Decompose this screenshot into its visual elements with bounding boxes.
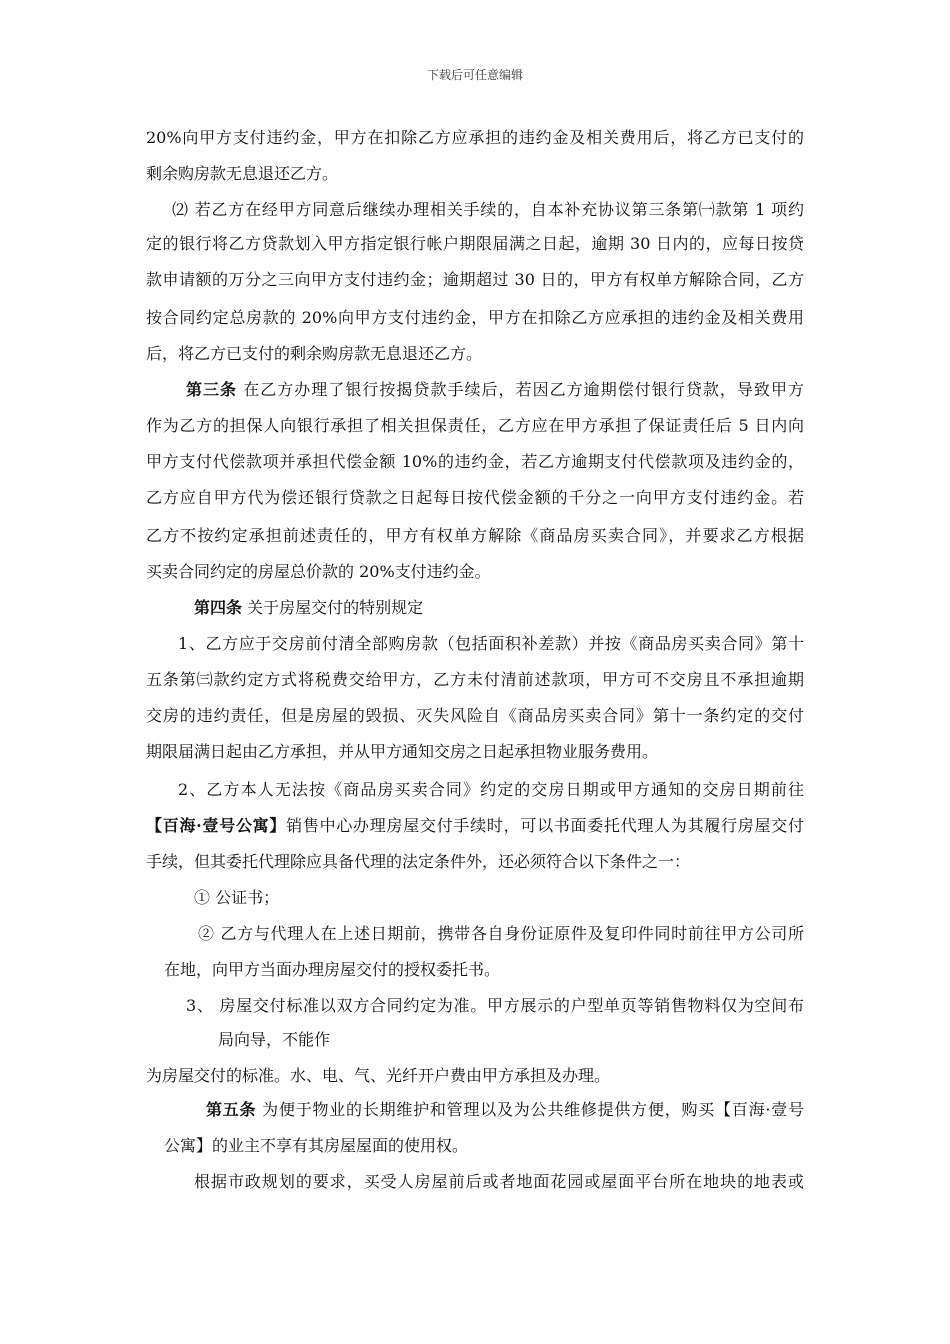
text-line: 买卖合同约定的房屋总价款的 20%支付违约金。	[146, 562, 491, 581]
text-line: 1、乙方应于交房前付清全部购房款（包括面积补差款）并按《商品房买卖合同》第十	[178, 634, 804, 653]
project-name: 【百海·壹号公寓】	[146, 816, 287, 835]
article-5-heading: 第五条	[206, 1100, 257, 1119]
text-line: 款申请额的万分之三向甲方支付违约金；逾期超过 30 日的，甲方有权单方解除合同，乙方	[146, 270, 804, 289]
text-line: 后，将乙方已支付的剩余购房款无息退还乙方。	[146, 344, 483, 363]
text-line: 乙方应自甲方代为偿还银行贷款之日起每日按代偿金额的千分之一向甲方支付违约金。若	[146, 488, 804, 507]
text-line: 剩余购房款无息退还乙方。	[146, 164, 339, 183]
list-item: ① 公证书；	[194, 888, 280, 907]
text-line: 按合同约定总房款的 20%向甲方支付违约金，甲方在扣除乙方应承担的违约金及相关费用	[146, 308, 804, 327]
article-5-line: 第五条 为便于物业的长期维护和管理以及为公共维修提供方便，购买【百海·壹号	[206, 1100, 804, 1119]
text-line: 期限届满日起由乙方承担，并从甲方通知交房之日起承担物业服务费用。	[146, 742, 659, 761]
text-line: 交房的违约责任，但是房屋的毁损、灭失风险自《商品房买卖合同》第十一条约定的交付	[146, 706, 804, 725]
text-line: 定的银行将乙方贷款划入甲方指定银行帐户期限届满之日起，逾期 30 日内的，应每日按贷	[146, 234, 804, 253]
text-line: 乙方不按约定承担前述责任的，甲方有权单方解除《商品房买卖合同》，并要求乙方根据	[146, 526, 804, 545]
text-line: 局向导，不能作	[218, 1030, 331, 1049]
text-line: ⑵ 若乙方在经甲方同意后继续办理相关手续的，自本补充协议第三条第㈠款第 1 项约	[172, 200, 804, 219]
article-4-line: 第四条 关于房屋交付的特别规定	[194, 598, 424, 617]
text-line: 在地，向甲方当面办理房屋交付的授权委托书。	[164, 960, 501, 979]
text-line: 五条第㈢款约定方式将税费交给甲方，乙方未付清前述款项，甲方可不交房且不承担逾期	[146, 670, 804, 689]
text-line: 根据市政规划的要求，买受人房屋前后或者地面花园或屋面平台所在地块的地表或	[194, 1172, 804, 1191]
article-3-line: 第三条 在乙方办理了银行按揭贷款手续后，若因乙方逾期偿付银行贷款，导致甲方	[186, 380, 804, 399]
text-line: 公寓】的业主不享有其房屋屋面的使用权。	[164, 1136, 469, 1155]
text-line: 【百海·壹号公寓】销售中心办理房屋交付手续时，可以书面委托代理人为其履行房屋交付	[146, 816, 804, 835]
text-line: 手续，但其委托代理除应具备代理的法定条件外，还必须符合以下条件之一：	[146, 852, 691, 871]
article-3-heading: 第三条	[186, 380, 238, 399]
text-line: 3、 房屋交付标准以双方合同约定为准。甲方展示的户型单页等销售物料仅为空间布	[186, 996, 804, 1015]
text-line: 为房屋交付的标准。水、电、气、光纤开户费由甲方承担及办理。	[146, 1066, 611, 1085]
list-item: ② 乙方与代理人在上述日期前，携带各自身份证原件及复印件同时前往甲方公司所	[198, 924, 804, 943]
article-4-heading: 第四条	[194, 598, 243, 617]
page-header: 下载后可任意编辑	[426, 68, 523, 82]
text-line: 20%向甲方支付违约金，甲方在扣除乙方应承担的违约金及相关费用后，将乙方已支付的	[146, 128, 804, 147]
text-line: 甲方支付代偿款项并承担代偿金额 10%的违约金，若乙方逾期支付代偿款项及违约金的，	[146, 452, 804, 471]
text-line: 作为乙方的担保人向银行承担了相关担保责任，乙方应在甲方承担了保证责任后 5 日内向	[146, 416, 804, 435]
text-line: 2、乙方本人无法按《商品房买卖合同》约定的交房日期或甲方通知的交房日期前往	[178, 780, 804, 799]
